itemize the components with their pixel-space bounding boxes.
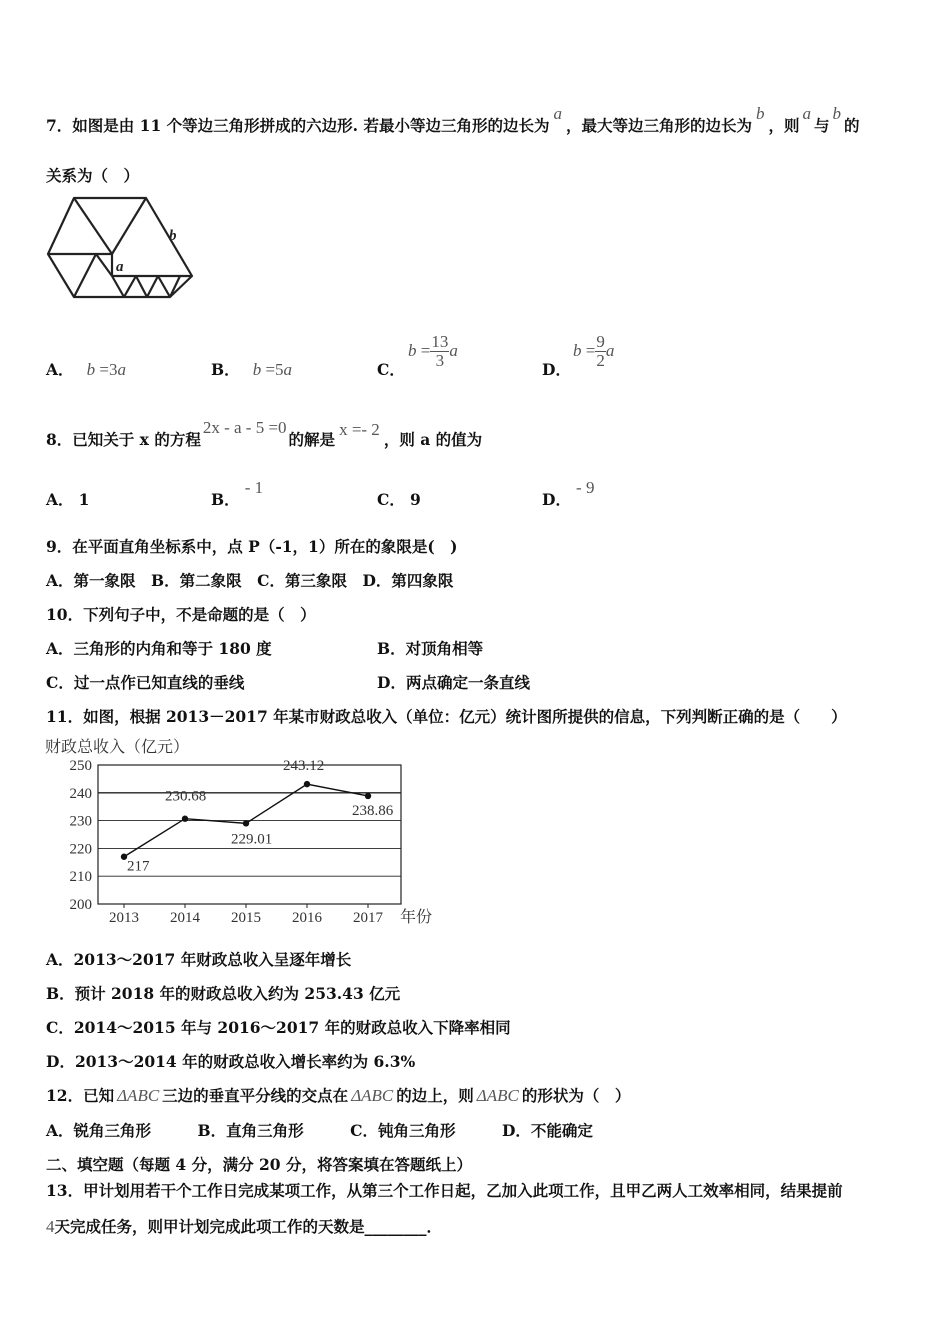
q7-stem-line2: 关系为（ ） <box>46 166 140 185</box>
q13-line1: 13．甲计划用若干个工作日完成某项工作，从第三个工作日起，乙加入此项工作，且甲乙两人工效率相同，结果提前 <box>46 1181 843 1200</box>
fraction: $\frac{9}{2}$ <box>596 332 605 370</box>
q7-option-c: b = $\frac{13}{3}$ a <box>408 332 458 370</box>
q10-option-b: B．对顶角相等 <box>377 639 484 658</box>
q12-options: A．锐角三角形 B．直角三角形 C．钝角三角形 D．不能确定 <box>46 1121 593 1140</box>
fraction: $\frac{13}{3}$ <box>431 332 449 370</box>
q11-option-b: B．预计 2018 年的财政总收入约为 253.43 亿元 <box>46 984 401 1003</box>
figure-label-b: b <box>169 228 177 244</box>
q8-option-a: A． 1 <box>46 490 90 509</box>
x-tick-label: 2014 <box>170 910 200 926</box>
chart-xlabel: 年份 <box>400 909 433 926</box>
q7-option-d: b = $\frac{9}{2}$ a <box>573 332 615 370</box>
q7-option-c-label: C． <box>377 360 405 379</box>
q8-option-d: D． - 9 <box>542 478 595 509</box>
q12-stem: 12．已知 ΔABC 三边的垂直平分线的交点在 ΔABC 的边上，则 ΔABC 的形状为（ ） <box>46 1086 631 1105</box>
data-label: 243.12 <box>283 758 325 775</box>
q10-option-a: A．三角形的内角和等于 180 度 <box>46 639 272 658</box>
y-tick-label: 220 <box>69 841 92 858</box>
y-tick-label: 250 <box>69 758 92 774</box>
y-tick-label: 240 <box>69 785 92 802</box>
q13-line2: 4天完成任务，则甲计划完成此项工作的天数是________． <box>46 1217 443 1236</box>
q10-stem: 10．下列句子中，不是命题的是（ ） <box>46 605 316 624</box>
data-point <box>304 781 310 787</box>
q10-option-c: C．过一点作已知直线的垂线 <box>46 673 245 692</box>
var-b: b <box>832 104 841 123</box>
var-a: a <box>802 104 811 123</box>
y-tick-label: 210 <box>69 869 92 886</box>
figure-label-a: a <box>116 259 124 275</box>
q8-stem: 8．已知关于 x 的方程2x - a - 5 =0的解是x =- 2，则 a 的值为 <box>46 418 483 449</box>
q8-option-b: B． - 1 <box>211 478 264 509</box>
data-label: 238.86 <box>352 802 394 819</box>
data-label: 217 <box>127 858 150 875</box>
q7-option-b: B． b =5a <box>211 360 293 379</box>
x-tick-label: 2016 <box>292 910 322 926</box>
q7-stem-line1: 7．如图是由 11 个等边三角形拼成的六边形. 若最小等边三角形的边长为a，最大等边三角形的边长为b，则a与b的 <box>46 104 860 135</box>
var-a: a <box>553 104 562 123</box>
x-tick-label: 2013 <box>109 910 139 926</box>
x-tick-label: 2015 <box>231 910 261 926</box>
data-label: 230.68 <box>165 788 207 805</box>
q7-option-d-label: D． <box>542 360 571 379</box>
var-b: b <box>755 104 765 123</box>
solution: x =- 2 <box>339 420 380 439</box>
data-point <box>365 793 371 799</box>
q8-option-c: C． 9 <box>377 490 421 509</box>
data-point <box>243 820 249 826</box>
revenue-line-chart <box>40 734 450 930</box>
hexagon-figure <box>44 196 196 300</box>
q11-option-a: A．2013～2017 年财政总收入呈逐年增长 <box>46 950 352 969</box>
q7-option-a: A． b =3a <box>46 360 126 379</box>
y-tick-label: 230 <box>69 813 92 830</box>
section-heading: 二、填空题（每题 4 分，满分 20 分，将答案填在答题纸上） <box>46 1155 472 1174</box>
q9-options: A．第一象限 B．第二象限 C．第三象限 D．第四象限 <box>46 571 454 590</box>
equation: 2x - a - 5 =0 <box>202 418 287 437</box>
q9-stem: 9．在平面直角坐标系中，点 P（-1，1）所在的象限是( ) <box>46 537 458 556</box>
q11-stem: 11．如图，根据 2013－2017 年某市财政总收入（单位：亿元）统计图所提供的信息，下列判断正确的是（ ） <box>46 707 847 726</box>
q11-option-d: D．2013～2014 年的财政总收入增长率约为 6.3% <box>46 1052 416 1071</box>
data-point <box>182 816 188 822</box>
y-tick-label: 200 <box>69 897 92 913</box>
data-label: 229.01 <box>231 831 273 848</box>
chart-ylabel: 财政总收入（亿元） <box>45 739 190 756</box>
x-tick-label: 2017 <box>353 910 383 926</box>
answer-blank: ________ <box>364 1217 427 1236</box>
q11-option-c: C．2014～2015 年与 2016～2017 年的财政总收入下降率相同 <box>46 1018 511 1037</box>
q10-option-d: D．两点确定一条直线 <box>377 673 530 692</box>
